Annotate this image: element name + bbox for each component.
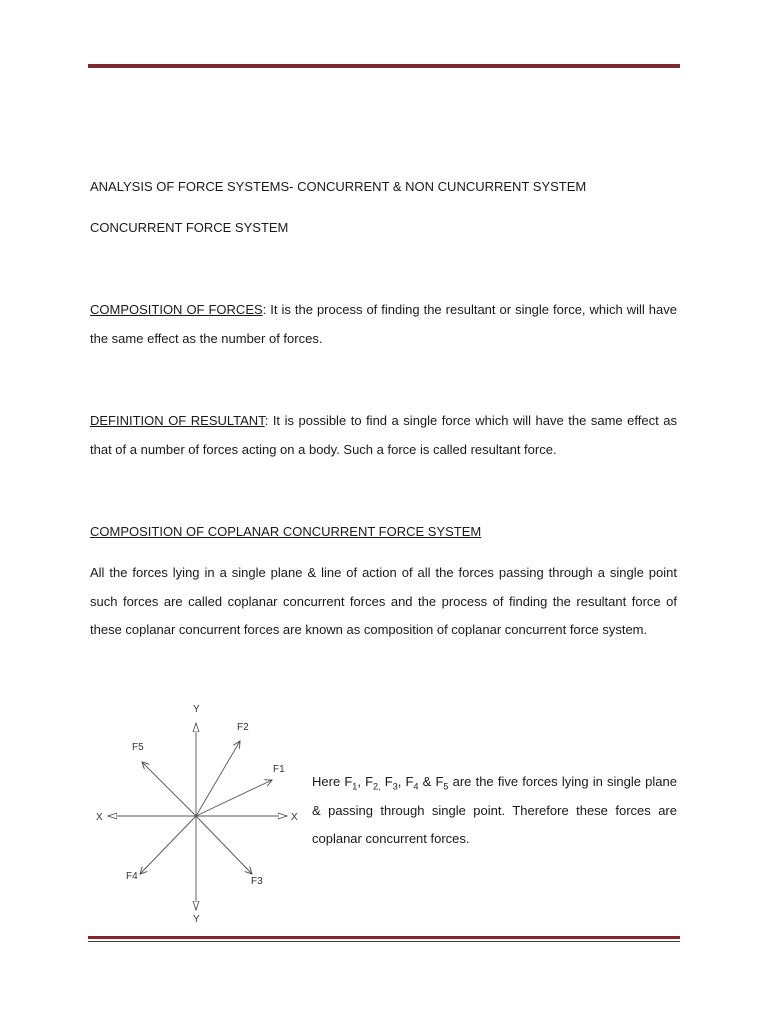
y-bottom-label: Y xyxy=(193,914,200,925)
diagram-description xyxy=(312,768,677,854)
composition-heading: COMPOSITION OF FORCES xyxy=(90,302,263,317)
f5-label: F5 xyxy=(132,742,144,753)
subscript-3: 3 xyxy=(392,781,398,792)
document-title: ANALYSIS OF FORCE SYSTEMS- CONCURRENT & NON CUNCURRENT SYSTEM xyxy=(90,179,587,194)
section-subtitle: CONCURRENT FORCE SYSTEM xyxy=(90,220,289,235)
x-left-label: X xyxy=(96,812,103,823)
x-right-label: X xyxy=(291,812,298,823)
subscript-1: 1 xyxy=(352,781,358,792)
side-text-sep-4: & F xyxy=(418,774,444,789)
composition-paragraph xyxy=(90,296,677,353)
resultant-text: : It is possible to find a single force which will have the same effect as that of a number of forces acting on a body. Such a force is called resultant force. xyxy=(90,413,677,457)
force-f2-arrow xyxy=(196,741,240,816)
composition-text: : It is the process of finding the resultant or single force, which will have the same effect as the number of forces. xyxy=(90,302,677,346)
force-f5-arrow xyxy=(142,762,196,816)
subscript-5: 5 xyxy=(443,781,449,792)
f3-label: F3 xyxy=(251,876,263,887)
subscript-2: 2, xyxy=(373,781,381,792)
side-text-prefix: Here F xyxy=(312,774,353,789)
footer-rule xyxy=(88,936,680,942)
f4-label: F4 xyxy=(126,871,138,882)
force-diagram xyxy=(80,696,310,926)
coplanar-heading: COMPOSITION OF COPLANAR CONCURRENT FORCE SYSTEM xyxy=(90,524,482,539)
f2-label: F2 xyxy=(237,722,249,733)
side-text-rest: are the five forces lying in single plane & passing through single point. Therefore these forces are coplanar concurrent forces. xyxy=(312,774,677,846)
side-text-sep-1: , F xyxy=(357,774,374,789)
resultant-heading: DEFINITION OF RESULTANT xyxy=(90,413,265,428)
coplanar-paragraph: All the forces lying in a single plane & line of action of all the forces passing through a single point such forces are called coplanar concurrent forces and the process of finding the resultant force of these coplanar concurrent forces are known as composition of coplanar concurrent force system. xyxy=(90,565,677,637)
resultant-paragraph xyxy=(90,407,677,464)
force-f3-arrow xyxy=(196,816,252,874)
y-top-label: Y xyxy=(193,704,200,715)
f1-label: F1 xyxy=(273,764,285,775)
side-text-sep-2: F xyxy=(380,774,393,789)
subscript-4: 4 xyxy=(413,781,419,792)
force-f1-arrow xyxy=(196,780,272,816)
header-rule xyxy=(88,64,680,68)
force-f4-arrow xyxy=(140,816,196,874)
side-text-sep-3: , F xyxy=(397,774,414,789)
